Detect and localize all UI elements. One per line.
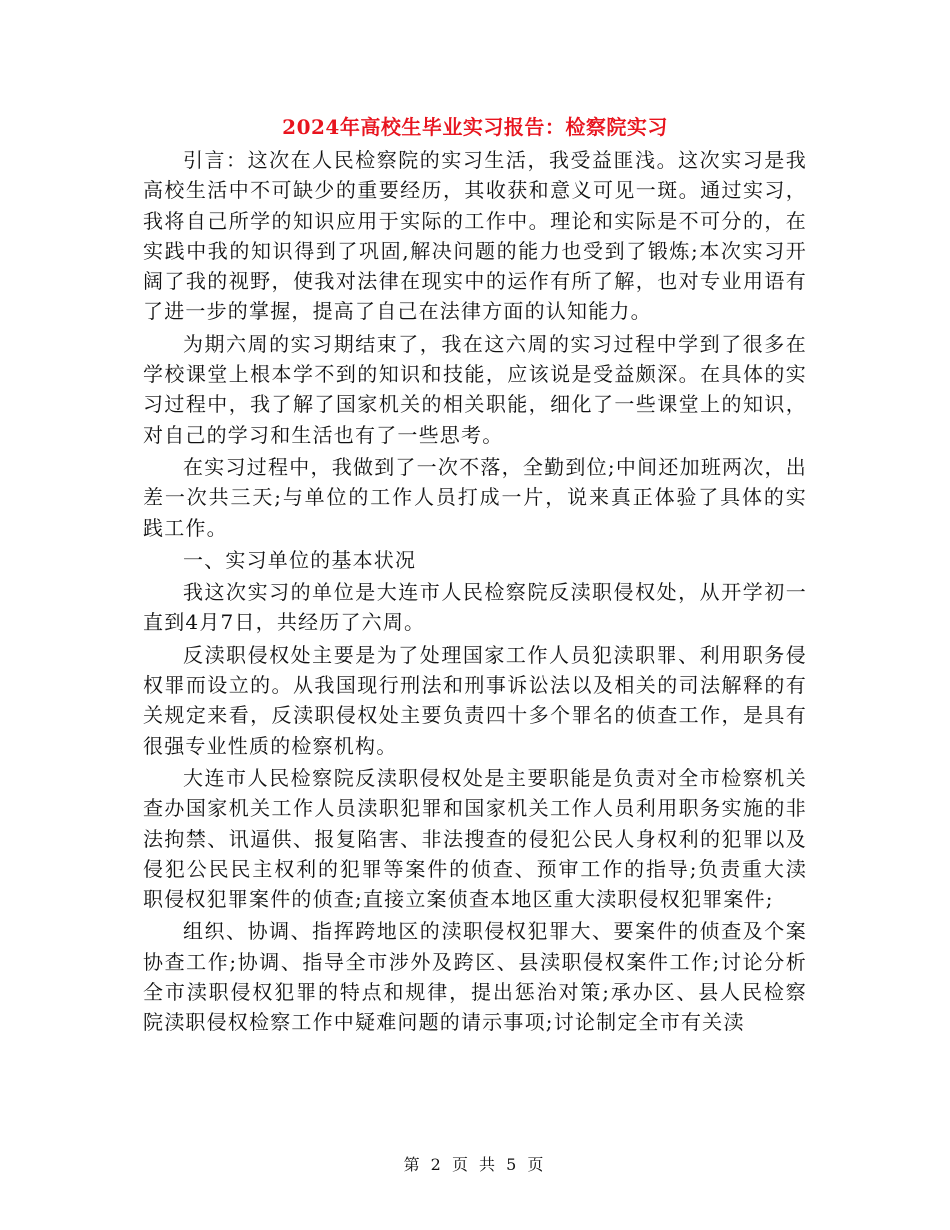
document-body	[143, 145, 807, 1040]
paragraph-department-purpose: 反渎职侵权处主要是为了处理国家工作人员犯渎职罪、利用职务侵权罪而设立的。从我国现行刑法和刑事诉讼法以及相关的司法解释的有关规定来看，反渎职侵权处主要负责四十多个罪名的侦查工作，是具有很强专业性质的检察机构。	[143, 642, 807, 758]
paragraph-attendance: 在实习过程中，我做到了一次不落，全勤到位;中间还加班两次，出差一次共三天;与单位的工作人员打成一片，说来真正体验了具体的实践工作。	[143, 454, 807, 540]
paragraph-six-weeks: 为期六周的实习期结束了，我在这六周的实习过程中学到了很多在学校课堂上根本学不到的知识和技能，应该说是受益颇深。在具体的实习过程中，我了解了国家机关的相关职能，细化了一些课堂上的知识，对自己的学习和生活也有了一些思考。	[143, 331, 807, 447]
page-number-footer: 第 2 页 共 5 页	[403, 1155, 547, 1174]
document-title: 2024年高校生毕业实习报告：检察院实习	[282, 115, 668, 139]
paragraph-coordination: 组织、协调、指挥跨地区的渎职侵权犯罪大、要案件的侦查及个案协查工作;协调、指导全市涉外及跨区、县渎职侵权案件工作;讨论分析全市渎职侵权犯罪的特点和规律，提出惩治对策;承办区、县人民检察院渎职侵权检察工作中疑难问题的请示事项;讨论制定全市有关渎	[143, 919, 807, 1035]
paragraph-main-functions: 大连市人民检察院反渎职侵权处是主要职能是负责对全市检察机关查办国家机关工作人员渎职犯罪和国家机关工作人员利用职务实施的非法拘禁、讯逼供、报复陷害、非法搜查的侵犯公民人身权利的犯罪以及侵犯公民民主权利的犯罪等案件的侦查、预审工作的指导;负责重大渎职侵权犯罪案件的侦查;直接立案侦查本地区重大渎职侵权犯罪案件;	[143, 765, 807, 912]
paragraph-introduction: 引言：这次在人民检察院的实习生活，我受益匪浅。这次实习是我高校生活中不可缺少的重要经历，其收获和意义可见一斑。通过实习，我将自己所学的知识应用于实际的工作中。理论和实际是不可分的，在实践中我的知识得到了巩固,解决问题的能力也受到了锻炼;本次实习开阔了我的视野，使我对法律在现实中的运作有所了解，也对专业用语有了进一步的掌握，提高了自己在法律方面的认知能力。	[143, 148, 807, 324]
paragraph-unit: 我这次实习的单位是大连市人民检察院反渎职侵权处，从开学初一直到4月7日，共经历了六周。	[143, 580, 807, 635]
section-heading: 一、实习单位的基本状况	[183, 547, 417, 572]
